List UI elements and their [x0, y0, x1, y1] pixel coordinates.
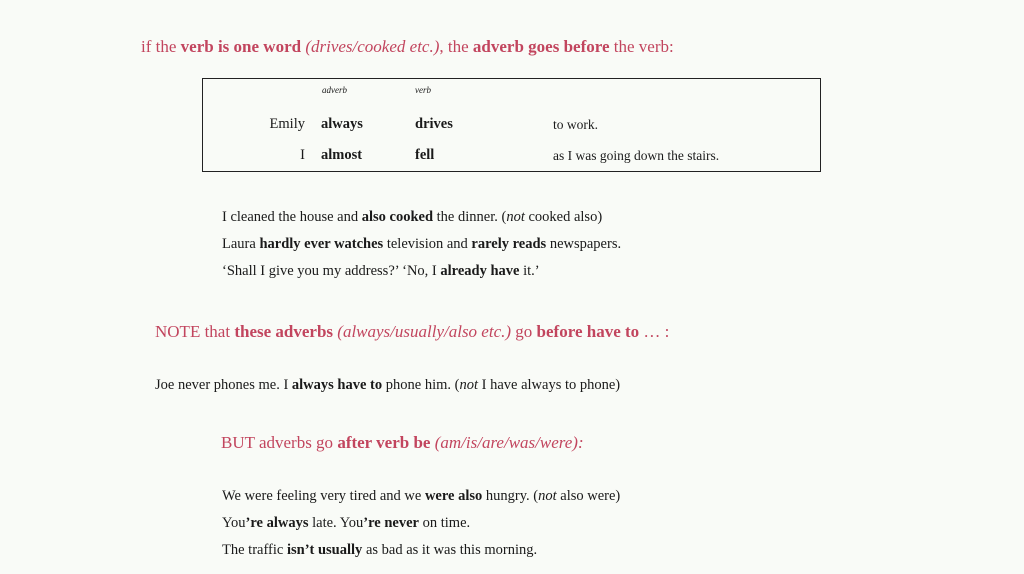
column-header-adverb: adverb [322, 85, 347, 95]
example-sentence [222, 263, 540, 280]
sentence-text: late. You [308, 515, 364, 531]
note-text: NOTE that [155, 322, 235, 341]
table-cell-adverb: always [321, 116, 363, 132]
sentence-text: also were) [556, 488, 621, 504]
sentence-italic: not [538, 488, 557, 504]
table-cell-subject: I [300, 147, 305, 163]
but-text: BUT adverbs go [221, 433, 338, 452]
but-heading [221, 433, 584, 453]
sentence-text: as bad as it was this morning. [362, 542, 538, 558]
sentence-italic: not [459, 377, 478, 393]
note-bold: before have to [536, 322, 640, 341]
sentence-bold: always have to [291, 377, 383, 393]
rule-heading-bold: adverb goes before [472, 37, 610, 56]
table-cell-subject: Emily [269, 116, 305, 132]
sentence-text: cooked also) [524, 209, 603, 225]
rule-heading-text: if the [141, 37, 181, 56]
sentence-text: The traffic [222, 542, 287, 558]
rule-heading-text: the verb: [609, 37, 674, 56]
sentence-bold: already have [440, 263, 520, 279]
rule-heading-bold: verb is one word [180, 37, 302, 56]
table-cell-rest: as I was going down the stairs. [553, 148, 720, 163]
sentence-text: I have always to phone) [478, 377, 621, 393]
example-sentence [155, 377, 620, 394]
sentence-text: on time. [418, 515, 471, 531]
sentence-text: the dinner. ( [433, 209, 507, 225]
example-sentence [222, 515, 470, 532]
sentence-text: television and [383, 236, 472, 252]
example-sentence [222, 209, 602, 226]
sentence-bold: ’re always [245, 515, 309, 531]
note-bold: these adverbs [234, 322, 334, 341]
sentence-bold: rarely reads [471, 236, 547, 252]
sentence-text: phone him. ( [382, 377, 460, 393]
sentence-bold: isn’t usually [286, 542, 363, 558]
sentence-italic: not [506, 209, 525, 225]
sentence-bold: also cooked [361, 209, 434, 225]
note-text: go [511, 322, 537, 341]
sentence-text: newspapers. [546, 236, 622, 252]
note-heading [155, 322, 669, 342]
table-cell-verb: fell [415, 147, 435, 163]
rule-heading-italic: (drives/cooked etc.) [305, 37, 440, 56]
sentence-bold: ’re never [363, 515, 419, 531]
example-sentence [222, 542, 537, 559]
sentence-text: I cleaned the house and [222, 209, 362, 225]
sentence-text: it.’ [519, 263, 540, 279]
example-sentence [222, 236, 621, 253]
rule-heading [141, 37, 674, 57]
but-bold: after verb be [337, 433, 431, 452]
but-italic: (am/is/are/was/were): [434, 433, 584, 452]
sentence-text: ‘Shall I give you my address?’ ‘No, I [222, 263, 441, 279]
table-cell-adverb: almost [321, 147, 363, 163]
sentence-text: You [222, 515, 246, 531]
example-sentence [222, 488, 620, 505]
sentence-text: Laura [222, 236, 260, 252]
sentence-text: We were feeling very tired and we [222, 488, 425, 504]
sentence-text: Joe never phones me. I [155, 377, 292, 393]
sentence-bold: hardly ever watches [259, 236, 384, 252]
sentence-text: hungry. ( [482, 488, 539, 504]
note-text: … : [639, 322, 670, 341]
rule-heading-text: , the [439, 37, 473, 56]
table-cell-rest: to work. [553, 117, 598, 132]
table-cell-verb: drives [415, 116, 453, 132]
sentence-bold: were also [424, 488, 483, 504]
column-header-verb: verb [415, 85, 431, 95]
note-italic: (always/usually/also etc.) [337, 322, 512, 341]
